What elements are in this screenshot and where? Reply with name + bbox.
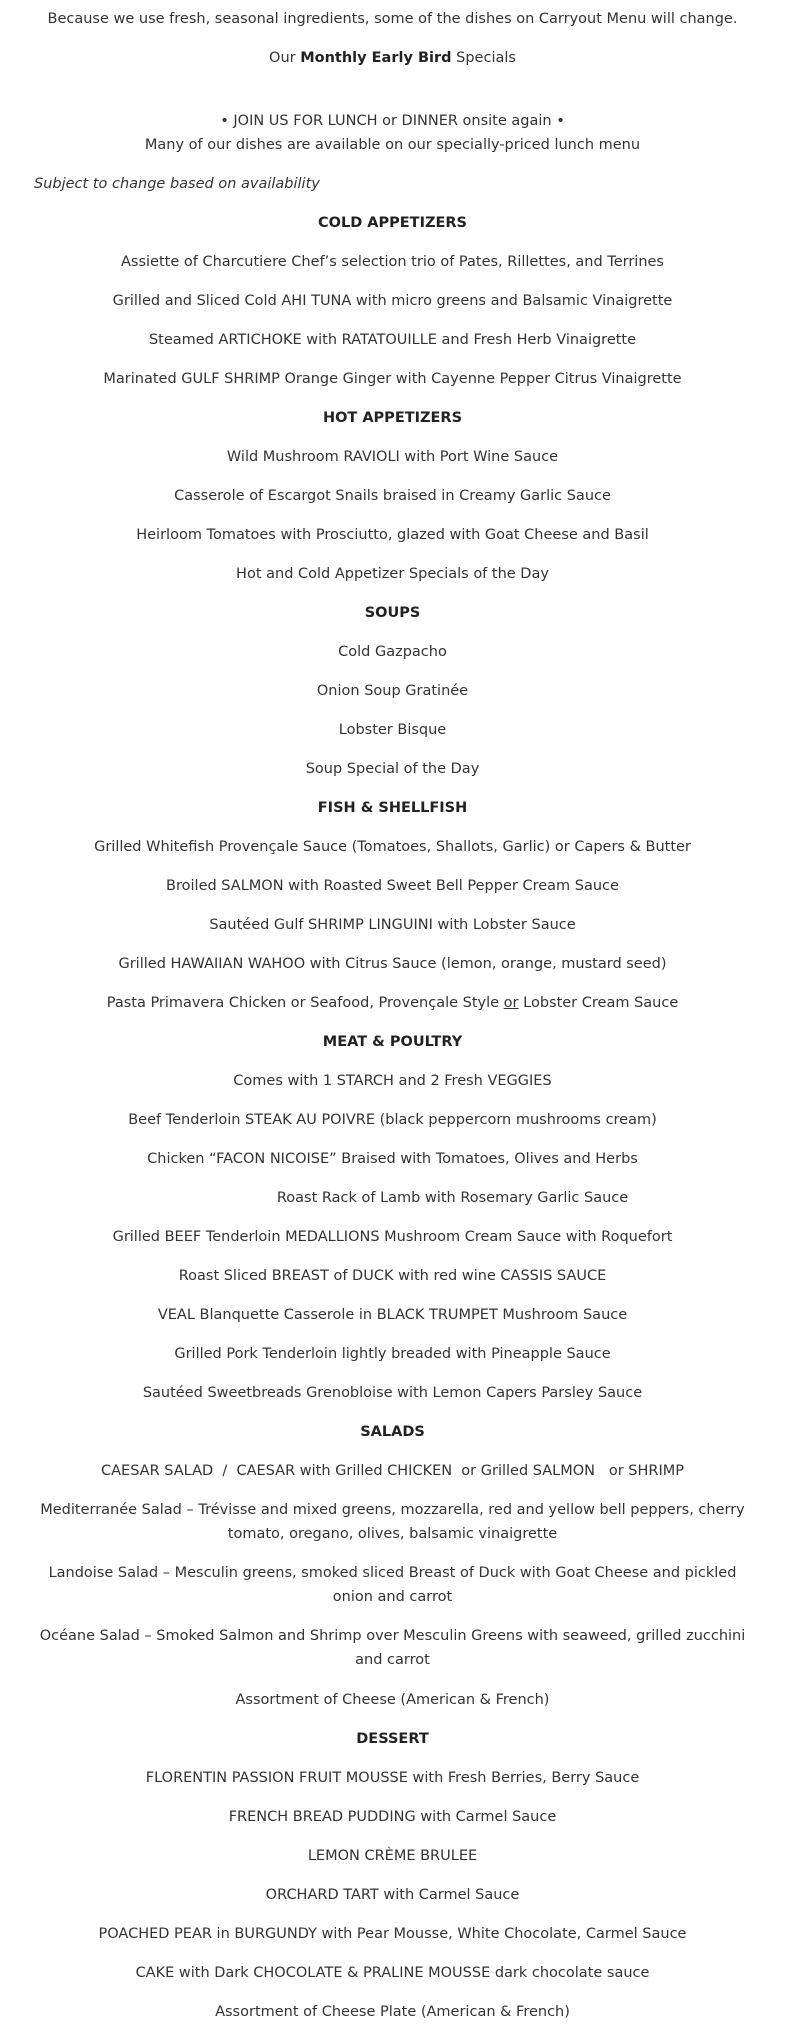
menu-item: Assiette of Charcutiere Chef’s selection trio of Pates, Rillettes, and Terrines — [121, 254, 664, 270]
menu-item: Soup Special of the Day — [305, 761, 480, 777]
menu-item: FLORENTIN PASSION FRUIT MOUSSE with Fresh Berries, Berry Sauce — [145, 1770, 640, 1786]
menu-item: Roast Sliced BREAST of DUCK with red wine CASSIS SAUCE — [178, 1268, 607, 1284]
menu-item: Assortment of Cheese (American & French) — [235, 1692, 550, 1708]
menu-item: Lobster Bisque — [338, 722, 447, 738]
menu-item: Onion Soup Gratinée — [316, 683, 469, 699]
lunch-menu-line: Many of our dishes are available on our specially-priced lunch menu — [144, 137, 641, 153]
menu-item: Mediterranée Salad – Trévisse and mixed greens, mozzarella, red and yellow bell peppers, cherry tomato, oregano, olives, balsamic vinaigrette — [40, 1502, 745, 1542]
menu-item: FRENCH BREAD PUDDING with Carmel Sauce — [228, 1809, 557, 1825]
menu-item: Casserole of Escargot Snails braised in Creamy Garlic Sauce — [174, 488, 611, 504]
menu-item: Roast Rack of Lamb with Rosemary Garlic Sauce — [276, 1190, 629, 1206]
menu-item: Landoise Salad – Mesculin greens, smoked sliced Breast of Duck with Goat Cheese and pickled onion and carrot — [48, 1565, 737, 1605]
menu-item-pasta — [0, 993, 785, 1013]
menu-item: Heirloom Tomatoes with Prosciutto, glazed with Goat Cheese and Basil — [136, 527, 649, 543]
menu-item: CAKE with Dark CHOCOLATE & PRALINE MOUSSE dark chocolate sauce — [135, 1965, 650, 1981]
menu-item: CAESAR SALAD / CAESAR with Grilled CHICKEN or Grilled SALMON or SHRIMP — [100, 1463, 684, 1479]
menu-item: Chicken “FACON NICOISE” Braised with Tomatoes, Olives and Herbs — [147, 1151, 638, 1167]
menu-item: ORCHARD TART with Carmel Sauce — [265, 1887, 520, 1903]
availability-note: Subject to change based on availability — [34, 176, 320, 192]
menu-item: Grilled Whitefish Provençale Sauce (Tomatoes, Shallots, Garlic) or Capers & Butter — [94, 839, 691, 855]
menu-item: Wild Mushroom RAVIOLI with Port Wine Sauce — [226, 449, 559, 465]
menu-item: Grilled Pork Tenderloin lightly breaded with Pineapple Sauce — [174, 1346, 611, 1362]
pasta-post: Lobster Cream Sauce — [518, 995, 679, 1011]
section-heading-soups: SOUPS — [364, 605, 421, 621]
menu-item: VEAL Blanquette Casserole in BLACK TRUMPET Mushroom Sauce — [157, 1307, 628, 1323]
menu-item: Grilled HAWAIIAN WAHOO with Citrus Sauce (lemon, orange, mustard seed) — [118, 956, 667, 972]
menu-item: Assortment of Cheese Plate (American & French) — [215, 2004, 570, 2020]
menu-item: Océane Salad – Smoked Salmon and Shrimp over Mesculin Greens with seaweed, grilled zucchini and carrot — [39, 1628, 746, 1668]
menu-item: Cold Gazpacho — [338, 644, 447, 660]
menu-item: Comes with 1 STARCH and 2 Fresh VEGGIES — [233, 1073, 552, 1089]
early-bird-line — [0, 48, 785, 68]
join-us-line: • JOIN US FOR LUNCH or DINNER onsite again • — [220, 113, 565, 129]
menu-item: Grilled and Sliced Cold AHI TUNA with micro greens and Balsamic Vinaigrette — [112, 293, 673, 309]
pasta-pre: Pasta Primavera Chicken or Seafood, Provençale Style — [106, 995, 504, 1011]
pasta-or: or — [503, 995, 519, 1011]
menu-item: LEMON CRÈME BRULEE — [307, 1848, 478, 1864]
section-heading-salads: SALADS — [360, 1424, 425, 1440]
early-bird-pre: Our — [269, 50, 301, 66]
menu-item: Hot and Cold Appetizer Specials of the Day — [236, 566, 549, 582]
intro-seasonal-note: Because we use fresh, seasonal ingredients, some of the dishes on Carryout Menu will change. — [47, 11, 738, 27]
section-heading-fish-shellfish: FISH & SHELLFISH — [317, 800, 468, 816]
menu-item: Sautéed Gulf SHRIMP LINGUINI with Lobster Sauce — [209, 917, 576, 933]
menu-item: Steamed ARTICHOKE with RATATOUILLE and Fresh Herb Vinaigrette — [148, 332, 637, 348]
early-bird-post: Specials — [451, 50, 516, 66]
menu-item: Broiled SALMON with Roasted Sweet Bell Pepper Cream Sauce — [166, 878, 619, 894]
menu-item: Grilled BEEF Tenderloin MEDALLIONS Mushroom Cream Sauce with Roquefort — [112, 1229, 673, 1245]
early-bird-bold: Monthly Early Bird — [300, 50, 452, 66]
section-heading-hot-appetizers: HOT APPETIZERS — [322, 410, 463, 426]
menu-item: Marinated GULF SHRIMP Orange Ginger with Cayenne Pepper Citrus Vinaigrette — [103, 371, 682, 387]
menu-item: Sautéed Sweetbreads Grenobloise with Lemon Capers Parsley Sauce — [142, 1385, 643, 1401]
section-heading-cold-appetizers: COLD APPETIZERS — [318, 215, 467, 231]
menu-item: Beef Tenderloin STEAK AU POIVRE (black peppercorn mushrooms cream) — [128, 1112, 657, 1128]
menu-item: POACHED PEAR in BURGUNDY with Pear Mousse, White Chocolate, Carmel Sauce — [98, 1926, 687, 1942]
section-heading-meat-poultry: MEAT & POULTRY — [322, 1034, 463, 1050]
section-heading-dessert: DESSERT — [356, 1731, 429, 1747]
